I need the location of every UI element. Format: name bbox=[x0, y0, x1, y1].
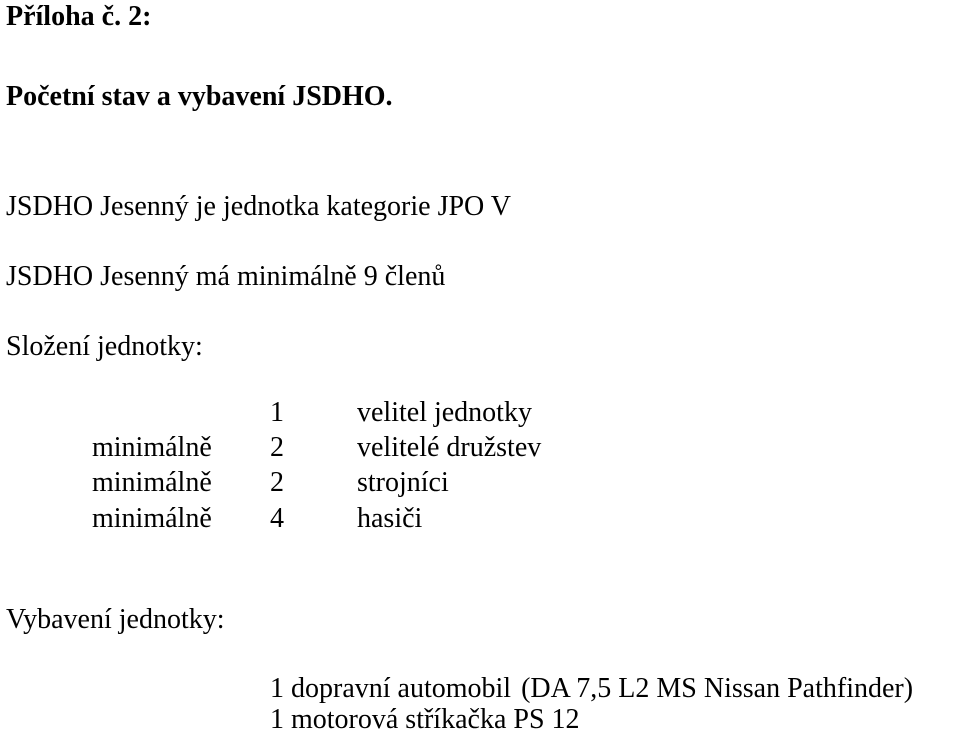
composition-title: Složení jednotky: bbox=[6, 331, 203, 362]
section-heading: Početní stav a vybavení JSDHO. bbox=[6, 81, 393, 112]
composition-qualifier: minimálně bbox=[92, 503, 212, 534]
composition-count: 1 bbox=[270, 397, 284, 428]
equipment-item bbox=[270, 704, 580, 736]
category-statement: JSDHO Jesenný je jednotka kategorie JPO V bbox=[6, 191, 511, 222]
equipment-item-detail: (DA 7,5 L2 MS Nissan Pathfinder) bbox=[521, 673, 914, 704]
composition-row bbox=[0, 432, 960, 468]
composition-role: hasiči bbox=[357, 503, 423, 534]
appendix-heading: Příloha č. 2: bbox=[6, 1, 152, 32]
composition-count: 2 bbox=[270, 467, 284, 498]
composition-qualifier: minimálně bbox=[92, 432, 212, 463]
equipment-item-text: 1 motorová stříkačka PS 12 bbox=[270, 704, 580, 735]
equipment-item bbox=[270, 673, 913, 705]
members-statement: JSDHO Jesenný má minimálně 9 členů bbox=[6, 261, 446, 292]
composition-role: strojníci bbox=[357, 467, 449, 498]
composition-count: 2 bbox=[270, 432, 284, 463]
composition-role: velitelé družstev bbox=[357, 432, 542, 463]
composition-role: velitel jednotky bbox=[357, 397, 532, 428]
composition-count: 4 bbox=[270, 503, 284, 534]
composition-row bbox=[0, 397, 960, 433]
composition-row bbox=[0, 467, 960, 503]
equipment-title: Vybavení jednotky: bbox=[6, 604, 225, 635]
composition-qualifier: minimálně bbox=[92, 467, 212, 498]
composition-row bbox=[0, 503, 960, 539]
equipment-item-text: 1 dopravní automobil bbox=[270, 673, 512, 704]
